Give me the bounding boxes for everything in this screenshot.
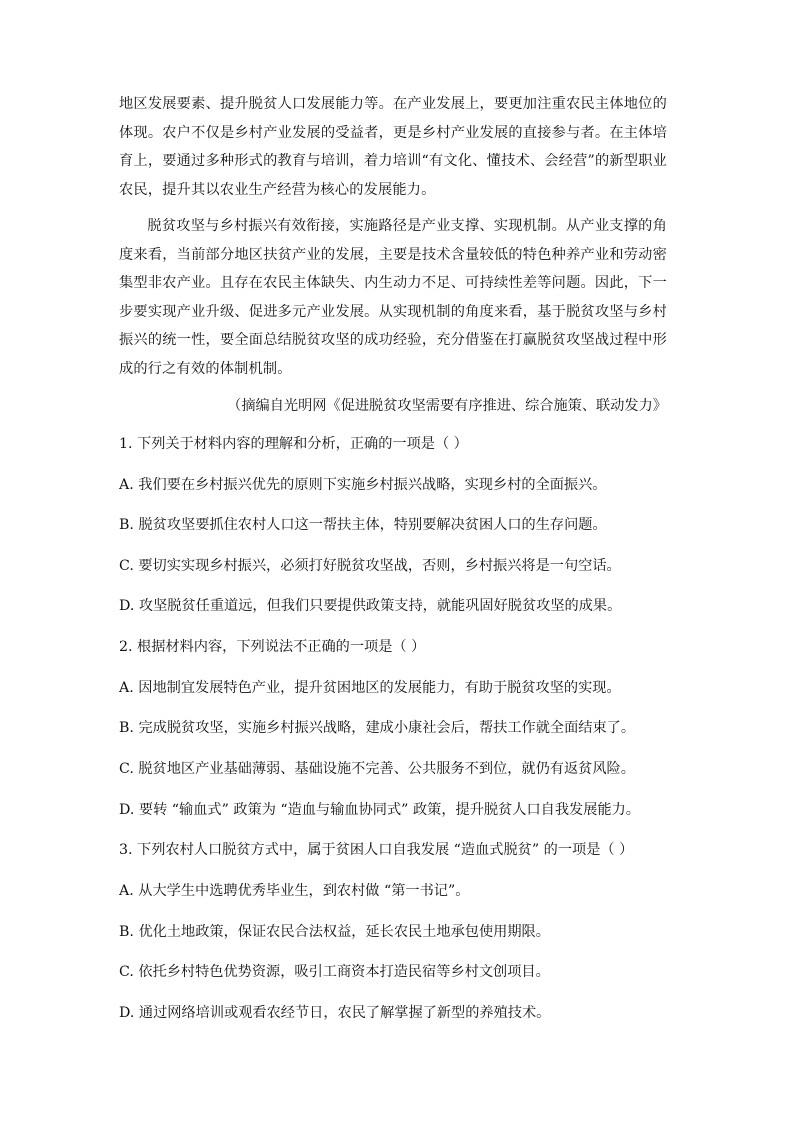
question-3-option-c: C. 依托乡村特色优势资源，吸引工商资本打造民宿等乡村文创项目。 (119, 964, 550, 980)
question-3-option-d: D. 通过网络培训或观看农经节日，农民了解掌握了新型的养殖技术。 (119, 1005, 551, 1021)
question-1-stem: 1. 下列关于材料内容的理解和分析，正确的一项是（ ） (119, 436, 468, 452)
question-3-option-b: B. 优化土地政策，保证农民合法权益，延长农民土地承包使用期限。 (119, 924, 550, 940)
article-paragraph-2: 脱贫攻坚与乡村振兴有效衔接，实施路径是产业支撑、实现机制。从产业支撑的角度来看，当前部分地区扶贫产业的发展，主要是技术含量较低的特色种养产业和劳动密集型非农产业。且存在农民主体缺失、内生动力不足、可持续性差等问题。因此，下一步要实现产业升级、促进多元产业发展。从实现机制的角度来看，基于脱贫攻坚与乡村振兴的统一性，要全面总结脱贫攻坚的成功经验，充分借鉴在打赢脱贫攻坚战过程中形成的行之有效的体制机制。 (119, 218, 667, 377)
question-2-option-a: A. 因地制宜发展特色产业，提升贫困地区的发展能力，有助于脱贫攻坚的实现。 (119, 680, 621, 696)
question-1-option-b: B. 脱贫攻坚要抓住农村人口这一帮扶主体，特别要解决贫困人口的生存问题。 (119, 517, 607, 533)
question-1-option-d: D. 攻坚脱贫任重道远，但我们只要提供政策支持，就能巩固好脱贫攻坚的成果。 (119, 598, 622, 614)
question-2-stem: 2. 根据材料内容，下列说法不正确的一项是（ ） (119, 639, 426, 655)
question-1-option-c: C. 要切实实现乡村振兴，必须打好脱贫攻坚战，否则，乡村振兴将是一句空话。 (119, 558, 621, 574)
question-3-option-a: A. 从大学生中选聘优秀毕业生，到农村做 “第一书记”。 (119, 883, 470, 899)
question-2-option-b: B. 完成脱贫攻坚，实施乡村振兴战略，建成小康社会后，帮扶工作就全面结束了。 (119, 720, 636, 736)
question-1-option-a: A. 我们要在乡村振兴优先的原则下实施乡村振兴战略，实现乡村的全面振兴。 (119, 477, 607, 493)
article-source: （摘编自光明网《促进脱贫攻坚需要有序推进、综合施策、联动发力》 (227, 398, 667, 414)
question-2-option-d: D. 要转 “输血式” 政策为 “造血与输血协同式” 政策，提升脱贫人口自我发展能力。 (119, 802, 640, 818)
question-3-stem: 3. 下列农村人口脱贫方式中，属于贫困人口自我发展 “造血式脱贫” 的一项是（ ） (119, 842, 634, 858)
question-2-option-c: C. 脱贫地区产业基础薄弱、基础设施不完善、公共服务不到位，就仍有返贫风险。 (119, 761, 635, 777)
article-paragraph-1: 地区发展要素、提升脱贫人口发展能力等。在产业发展上，要更加注重农民主体地位的体现。农户不仅是乡村产业发展的受益者，更是乡村产业发展的直接参与者。在主体培育上，要通过多种形式的教育与培训，着力培训“有文化、懂技术、会经营”的新型职业农民，提升其以农业生产经营为核心的发展能力。 (119, 96, 667, 198)
